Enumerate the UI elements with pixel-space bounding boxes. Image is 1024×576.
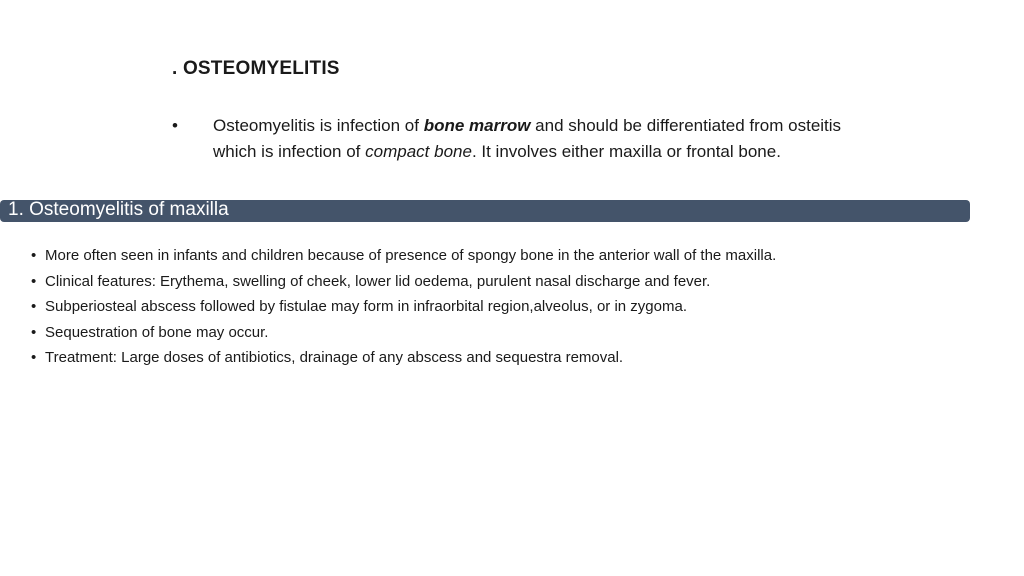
- slide-title: . OSTEOMYELITIS: [172, 58, 340, 79]
- section-points-list: [31, 243, 991, 371]
- bullet-dot: •: [31, 323, 37, 341]
- intro-paragraph: [172, 113, 852, 165]
- intro-text-part1: Osteomyelitis is infection of: [213, 116, 424, 135]
- list-item-text: Treatment: Large doses of antibiotics, drainage of any abscess and sequestra removal.: [45, 349, 624, 366]
- intro-bullet: •: [172, 116, 178, 135]
- intro-emphasis-bone-marrow: bone marrow: [423, 116, 531, 135]
- list-item-text: More often seen in infants and children because of presence of spongy bone in the anterior wall of the maxilla.: [45, 247, 777, 264]
- list-item: [31, 294, 991, 320]
- list-item-text: Subperiosteal abscess followed by fistulae may form in infraorbital region,alveolus, or in zygoma.: [45, 298, 687, 315]
- list-item-text: Sequestration of bone may occur.: [45, 323, 269, 341]
- bullet-dot: •: [31, 349, 37, 366]
- intro-emphasis-compact-bone: compact bone: [365, 142, 472, 161]
- list-item-text: Clinical features: Erythema, swelling of cheek, lower lid oedema, purulent nasal discharge and fever.: [45, 272, 711, 290]
- bullet-dot: •: [31, 247, 37, 264]
- bullet-dot: •: [31, 298, 37, 315]
- bullet-dot: •: [31, 272, 37, 290]
- list-item: [31, 269, 991, 295]
- section-heading-bar: [0, 200, 970, 222]
- section-heading: 1. Osteomyelitis of maxilla: [8, 199, 229, 220]
- list-item: [31, 345, 991, 371]
- list-item: [31, 320, 991, 346]
- list-item: [31, 243, 991, 269]
- intro-text-part3: . It involves either maxilla or frontal bone.: [471, 142, 781, 161]
- intro-text: [213, 113, 853, 165]
- intro-text-part2: and should be differentiated from osteitis which is infection of: [213, 116, 842, 161]
